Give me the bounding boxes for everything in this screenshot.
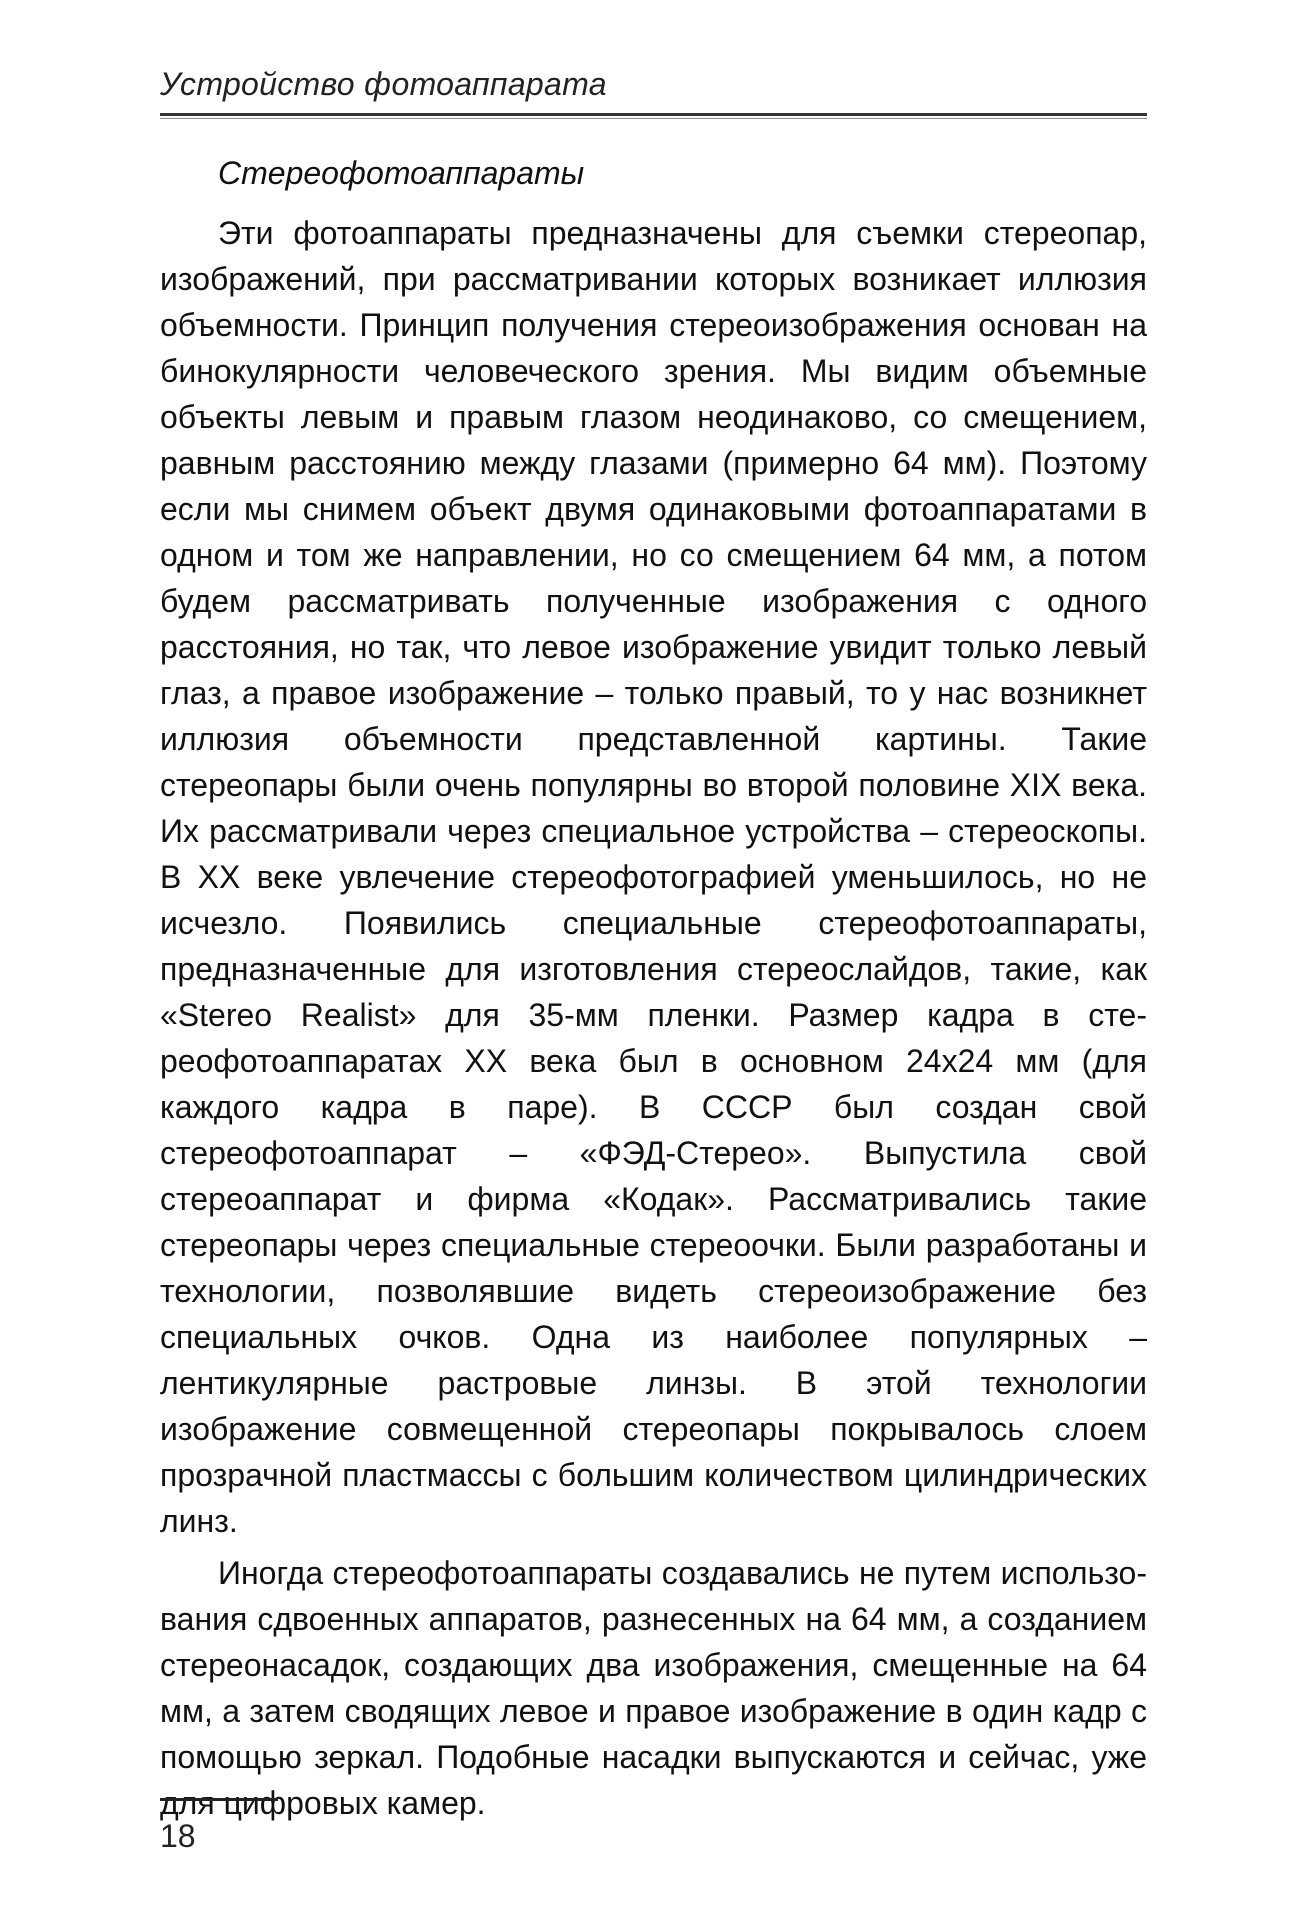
paragraph: Эти фотоаппараты предназначены для съемки стереопар, изображений, при рассматривании которых возникает иллюзия объемности. Принцип получения стереоизображения основан на бинокулярности человеческого зрения. Мы видим объемные объекты левым и правым глазом неодинаково, со смещением, равным расстоянию между глазами (примерно 64 мм). Поэтому если мы снимем объект двумя одинаковыми фотоаппаратами в одном и том же направлении, но со смещением 64 мм, а потом будем рассматривать полученные изображения с одного расстояния, но так, что левое изображение увидит только левый глаз, а правое изображение – только правый, то у нас возникнет иллюзия объемности представленной картины. Такие стереопары были очень популярны во второй половине XIX века. Их рассматривали через специальное устройства – стереоскопы. В XX веке увлечение стереофотографией уменьшилось, но не исчезло. Появились специальные стереофотоаппараты, предназначенные для изготовления стереослайдов, такие, как «Stereo Realist» для 35-мм пленки. Размер кадра в стереофотоаппаратах XX века был в основном 24x24 мм (для каждого кадра в паре). В СССР был создан свой стереофотоаппарат – «ФЭД-Стерео». Выпустила свой стереоаппарат и фирма «Кодак». Рассматривались такие стереопары через специальные стереоочки. Были разработаны и технологии, позволявшие видеть стереоизображение без специальных очков. Одна из наиболее популярных – лентикулярные растровые линзы. В этой технологии изображение совмещенной стереопары покрывалось слоем прозрачной пластмассы с большим количеством цилиндрических линз. bbox=[160, 215, 1147, 1539]
paragraph: Иногда стереофотоаппараты создавались не путем использования сдвоенных аппаратов, разнесенных на 64 мм, а созданием стереонасадок, создающих два изображения, смещенные на 64 мм, а затем сводящих левое и правое изображение в один кадр с помощью зеркал. Подобные насадки выпускаются и сейчас, уже для цифровых камер. bbox=[160, 1555, 1147, 1821]
header-rule-thin bbox=[160, 118, 1147, 119]
footer-rule bbox=[160, 1798, 278, 1801]
page-number: 18 bbox=[160, 1818, 196, 1854]
page-body bbox=[160, 150, 1147, 1832]
section-title: Стереофотоаппараты bbox=[218, 155, 585, 191]
running-header: Устройство фотоаппарата bbox=[160, 66, 607, 102]
header-rule bbox=[160, 113, 1147, 116]
